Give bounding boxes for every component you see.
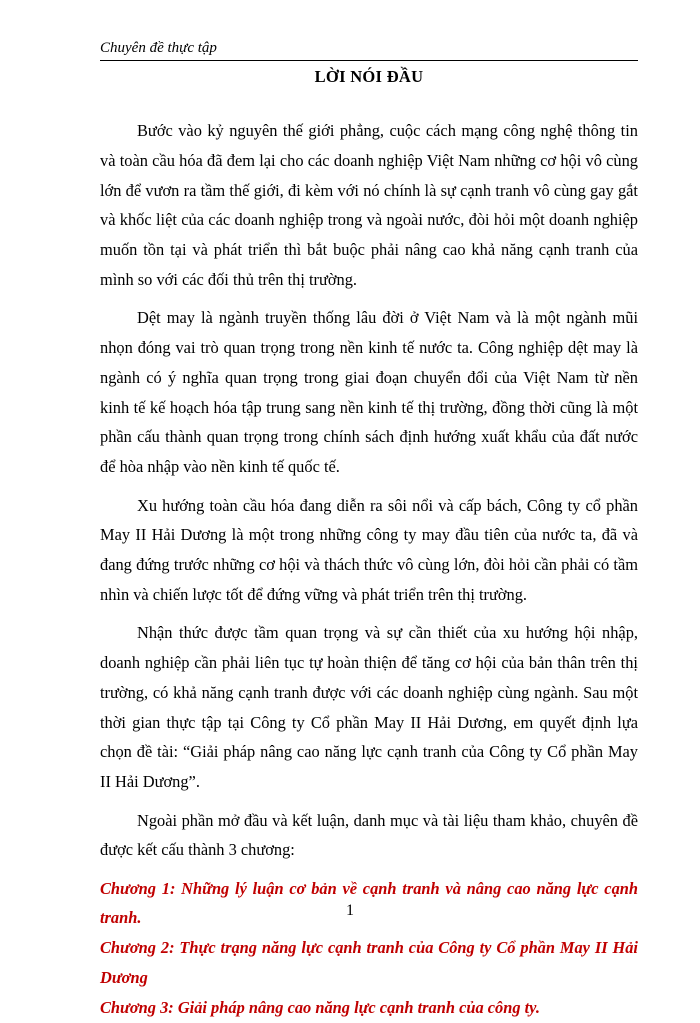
paragraph: Ngoài phần mở đầu và kết luận, danh mục và tài liệu tham khảo, chuyên đề được kết cấu thành 3 chương: <box>100 810 638 860</box>
paragraph: Bước vào kỷ nguyên thế giới phẳng, cuộc cách mạng công nghệ thông tin và toàn cầu hóa đã đem lại cho các doanh nghiệp Việt Nam những cơ hội vô cùng lớn để vươn ra tầm thế giới, đi kèm với nó chính là sự cạnh tranh vô cùng gay gắt và khốc liệt của các doanh nghiệp trong và ngoài nước, đòi hỏi một doanh nghiệp muốn tồn tại và phát triển thì bắt buộc phải nâng cao khả năng cạnh tranh của mình so với các đối thủ trên thị trường. <box>100 121 638 289</box>
document-body <box>100 116 638 1023</box>
page-number: 1 <box>346 902 354 919</box>
paragraph: Xu hướng toàn cầu hóa đang diễn ra sôi nổi và cấp bách, Công ty cổ phần May II Hải Dương là một trong những công ty may đầu tiên của nước ta, đã và đang đứng trước những cơ hội và thách thức vô cùng lớn, đòi hỏi cần phải có tầm nhìn và chiến lược tốt để đứng vững và phát triển trên thị trường. <box>100 495 638 604</box>
page-title: LỜI NÓI ĐẦU <box>314 67 424 86</box>
chapter-3-heading: Chương 3: Giải pháp nâng cao năng lực cạnh tranh của công ty. <box>100 997 540 1017</box>
chapter-2-heading: Chương 2: Thực trạng năng lực cạnh tranh của Công ty Cổ phần May II Hải Dương <box>100 938 638 988</box>
running-header: Chuyên đề thực tập <box>100 38 638 61</box>
chapter-1-heading: Chương 1: Những lý luận cơ bản về cạnh tranh và nâng cao năng lực cạnh tranh. <box>100 878 638 928</box>
paragraph: Dệt may là ngành truyền thống lâu đời ở Việt Nam và là một ngành mũi nhọn đóng vai trò quan trọng trong nền kinh tế nước ta. Công nghiệp dệt may là ngành có ý nghĩa quan trọng trong giai đoạn chuyển đổi của Việt Nam từ nền kinh tế kế hoạch hóa tập trung sang nền kinh tế thị trường, đồng thời cũng là một phần cấu thành quan trọng trong chính sách định hướng xuất khẩu của đất nước để hòa nhập vào nền kinh tế quốc tế. <box>100 308 638 477</box>
paragraph: Nhận thức được tầm quan trọng và sự cần thiết của xu hướng hội nhập, doanh nghiệp cần phải liên tục tự hoàn thiện để tăng cơ hội của bản thân trên thị trường, có khả năng cạnh tranh được với các doanh nghiệp cùng ngành. Sau một thời gian thực tập tại Công ty Cổ phần May II Hải Dương, em quyết định lựa chọn đề tài: “Giải pháp nâng cao năng lực cạnh tranh của Công ty Cổ phần May II Hải Dương”. <box>100 623 638 792</box>
